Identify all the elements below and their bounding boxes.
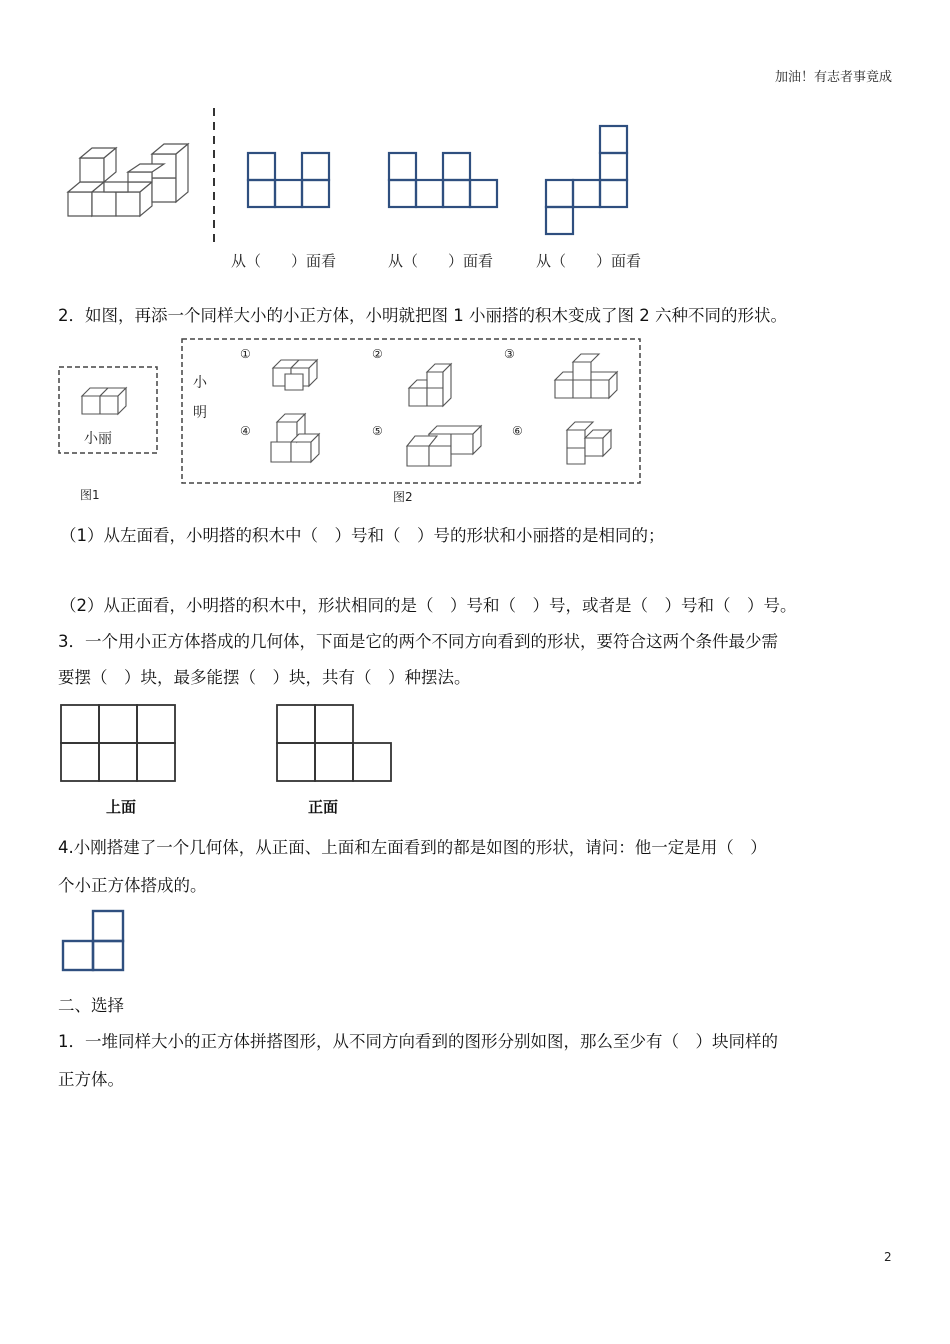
q2-fig2-name-1: 小 [193, 375, 207, 391]
q1-divider [212, 108, 216, 248]
header-motto: 加油！有志者事竟成 [774, 70, 892, 85]
shape-number-5: ⑤ [372, 424, 383, 438]
q2-stem: 2．如图，再添一个同样大小的小正方体，小明就把图 1 小丽搭的积木变成了图 2 六种不同的形状。 [58, 306, 787, 325]
q1-view-2-caption: 从（ ）面看 [388, 252, 494, 270]
shape-number-2: ② [372, 347, 383, 361]
shape-number-1: ① [240, 347, 251, 361]
q4-line2: 个小正方体搭成的。 [58, 876, 207, 895]
q3-front-view [276, 704, 394, 782]
shape-number-6: ⑥ [512, 424, 523, 438]
q2-sub1: （1）从左面看，小明搭的积木中（ ）号和（ ）号的形状和小丽搭的是相同的； [60, 526, 665, 545]
section2-q1-line2: 正方体。 [58, 1070, 124, 1089]
q2-sub2: （2）从正面看，小明搭的积木中，形状相同的是（ ）号和（ ）号，或者是（ ）号和（ ）号。 [60, 596, 797, 615]
q3-front-label: 正面 [308, 798, 339, 816]
q3-line1: 3．一个用小正方体搭成的几何体，下面是它的两个不同方向看到的形状，要符合这两个条件最少需 [58, 632, 778, 651]
q1-view-1-caption: 从（ ）面看 [231, 252, 337, 270]
q1-view-3-caption: 从（ ）面看 [536, 252, 642, 270]
q3-line2: 要摆（ ）块，最多能摆（ ）块，共有（ ）种摆法。 [58, 668, 471, 687]
q1-cube-figure [60, 120, 200, 230]
q2-fig2-name-2: 明 [193, 405, 207, 421]
q2-fig2-caption: 图2 [393, 490, 413, 504]
page-number: 2 [884, 1250, 892, 1264]
q1-view-3 [543, 125, 631, 237]
shape-number-3: ③ [504, 347, 515, 361]
q1-view-2 [388, 152, 500, 208]
q4-view [62, 910, 126, 972]
q1-view-1 [247, 152, 331, 208]
q3-top-label: 上面 [106, 798, 137, 816]
q3-top-view [60, 704, 178, 782]
q2-fig1-caption: 图1 [80, 488, 100, 502]
section2-q1-line1: 1．一堆同样大小的正方体拼搭图形，从不同方向看到的图形分别如图，那么至少有（ ）块同样的 [58, 1032, 778, 1051]
shape-number-4: ④ [240, 424, 251, 438]
section2-title: 二、选择 [58, 996, 124, 1015]
q2-fig1-name: 小丽 [84, 431, 112, 447]
q4-line1: 4.小刚搭建了一个几何体，从正面、上面和左面看到的都是如图的形状，请问：他一定是用（ ） [58, 838, 767, 857]
